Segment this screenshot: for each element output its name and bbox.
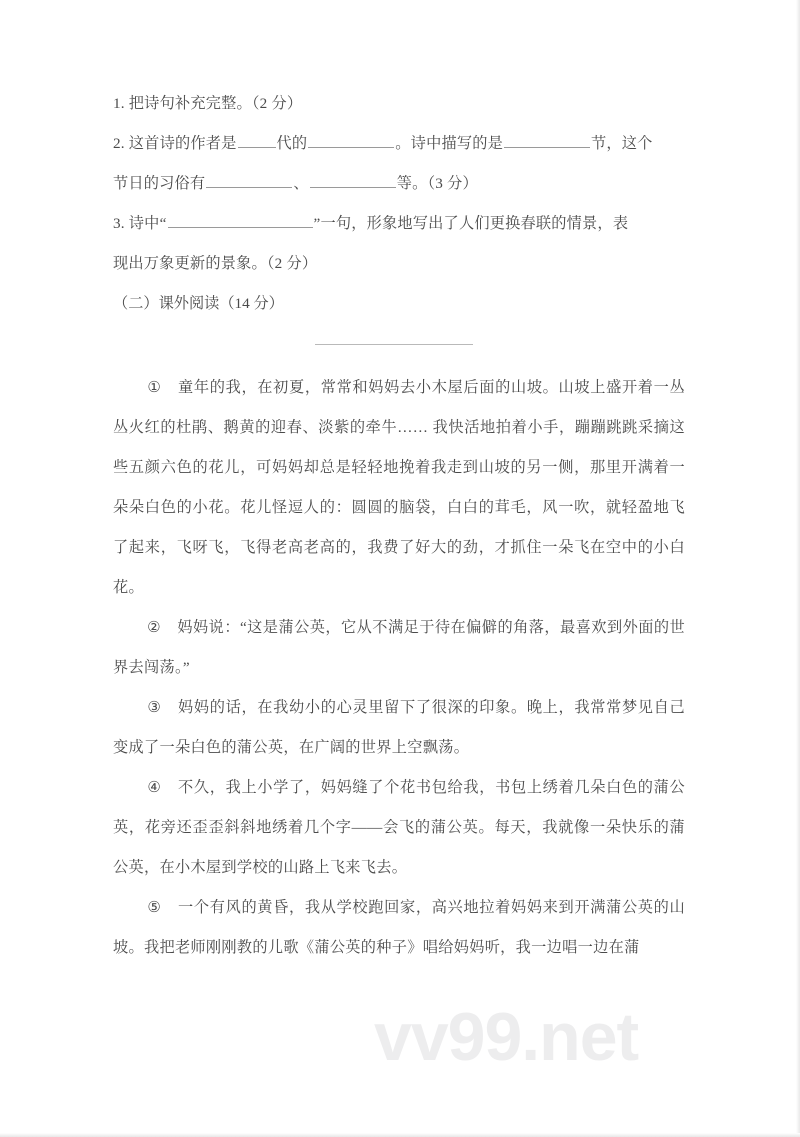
answer-blank[interactable] [206,173,292,188]
question-2-segment-3: 。诗中描写的是 [395,135,504,152]
article-title-row [113,324,685,368]
article-paragraph [113,368,685,608]
article-paragraph [113,608,685,688]
question-2-segment-4: 节，这个 [591,135,653,152]
paragraph-marker: ③ [147,699,162,716]
paragraph-text: 不久，我上小学了，妈妈缝了个花书包给我，书包上绣着几朵白色的蒲公英，花旁还歪歪斜斜地绣着几个字——会飞的蒲公英。每天，我就像一朵快乐的蒲公英，在小木屋到学校的山路上飞来飞去。 [113,779,685,876]
paragraph-marker: ④ [147,779,162,796]
question-2-line2-segment-2: 、 [293,175,309,192]
paragraph-marker: ② [147,619,162,636]
answer-blank[interactable] [308,133,394,148]
paragraph-text: 童年的我，在初夏，常常和妈妈去小木屋后面的山坡。山坡上盛开着一丛丛火红的杜鹃、鹅黄的迎春、淡紫的牵牛…… 我快活地拍着小手，蹦蹦跳跳采摘这些五颜六色的花儿，可妈妈却总是轻轻地挽着我走到山坡的另一侧，那里开满着一朵朵白色的小花。花儿怪逗人的：圆圆的脑袋，白白的茸毛，风一吹，就轻盈地飞了起来，飞呀飞，飞得老高老高的，我费了好大的劲，才抓住一朵飞在空中的小白花。 [113,379,685,596]
article-paragraph [113,768,685,888]
question-1-number: 1. [113,95,125,112]
question-1-text: 把诗句补充完整。（2 分） [128,95,303,112]
question-2-segment-2: 代的 [276,135,308,152]
page-edge-shadow-bottom [0,1133,800,1137]
article-paragraph [113,888,685,968]
answer-blank[interactable] [504,133,590,148]
site-watermark: vv99.net [374,999,639,1075]
answer-blank[interactable] [238,133,276,148]
question-3-line-1 [113,204,685,244]
question-3-segment-1: 诗中“ [128,215,167,232]
paragraph-text: 妈妈说：“这是蒲公英，它从不满足于待在偏僻的角落，最喜欢到外面的世界去闯荡。” [113,619,686,676]
question-2-line-1 [113,124,685,164]
question-3-line-2 [113,244,685,284]
article-paragraph [113,688,685,768]
article-title-blank-rule[interactable] [315,344,473,345]
paragraph-marker: ① [147,379,162,396]
question-2-line2-segment-3: 等。（3 分） [396,175,478,192]
question-2-line2-segment-1: 节日的习俗有 [113,175,206,192]
answer-blank[interactable] [310,173,396,188]
paragraph-text: 一个有风的黄昏，我从学校跑回家，高兴地拉着妈妈来到开满蒲公英的山坡。我把老师刚刚教的儿歌《蒲公英的种子》唱给妈妈听，我一边唱一边在蒲 [113,899,685,956]
question-2-line-2 [113,164,685,204]
question-1 [113,84,685,124]
page-content [113,84,685,968]
question-3-number: 3. [113,215,125,232]
question-2-segment-1: 这首诗的作者是 [128,135,237,152]
paragraph-marker: ⑤ [147,899,162,916]
paragraph-text: 妈妈的话，在我幼小的心灵里留下了很深的印象。晚上，我常常梦见自己变成了一朵白色的蒲公英，在广阔的世界上空飘荡。 [113,699,685,756]
question-3-line2-text: 现出万象更新的景象。（2 分） [113,255,318,272]
question-2-number: 2. [113,135,125,152]
question-3-segment-2: ”一句，形象地写出了人们更换春联的情景，表 [313,215,629,232]
page-edge-shadow-right [796,0,800,1137]
section-heading: （二）课外阅读（14 分） [113,295,284,312]
answer-blank[interactable] [168,213,313,228]
